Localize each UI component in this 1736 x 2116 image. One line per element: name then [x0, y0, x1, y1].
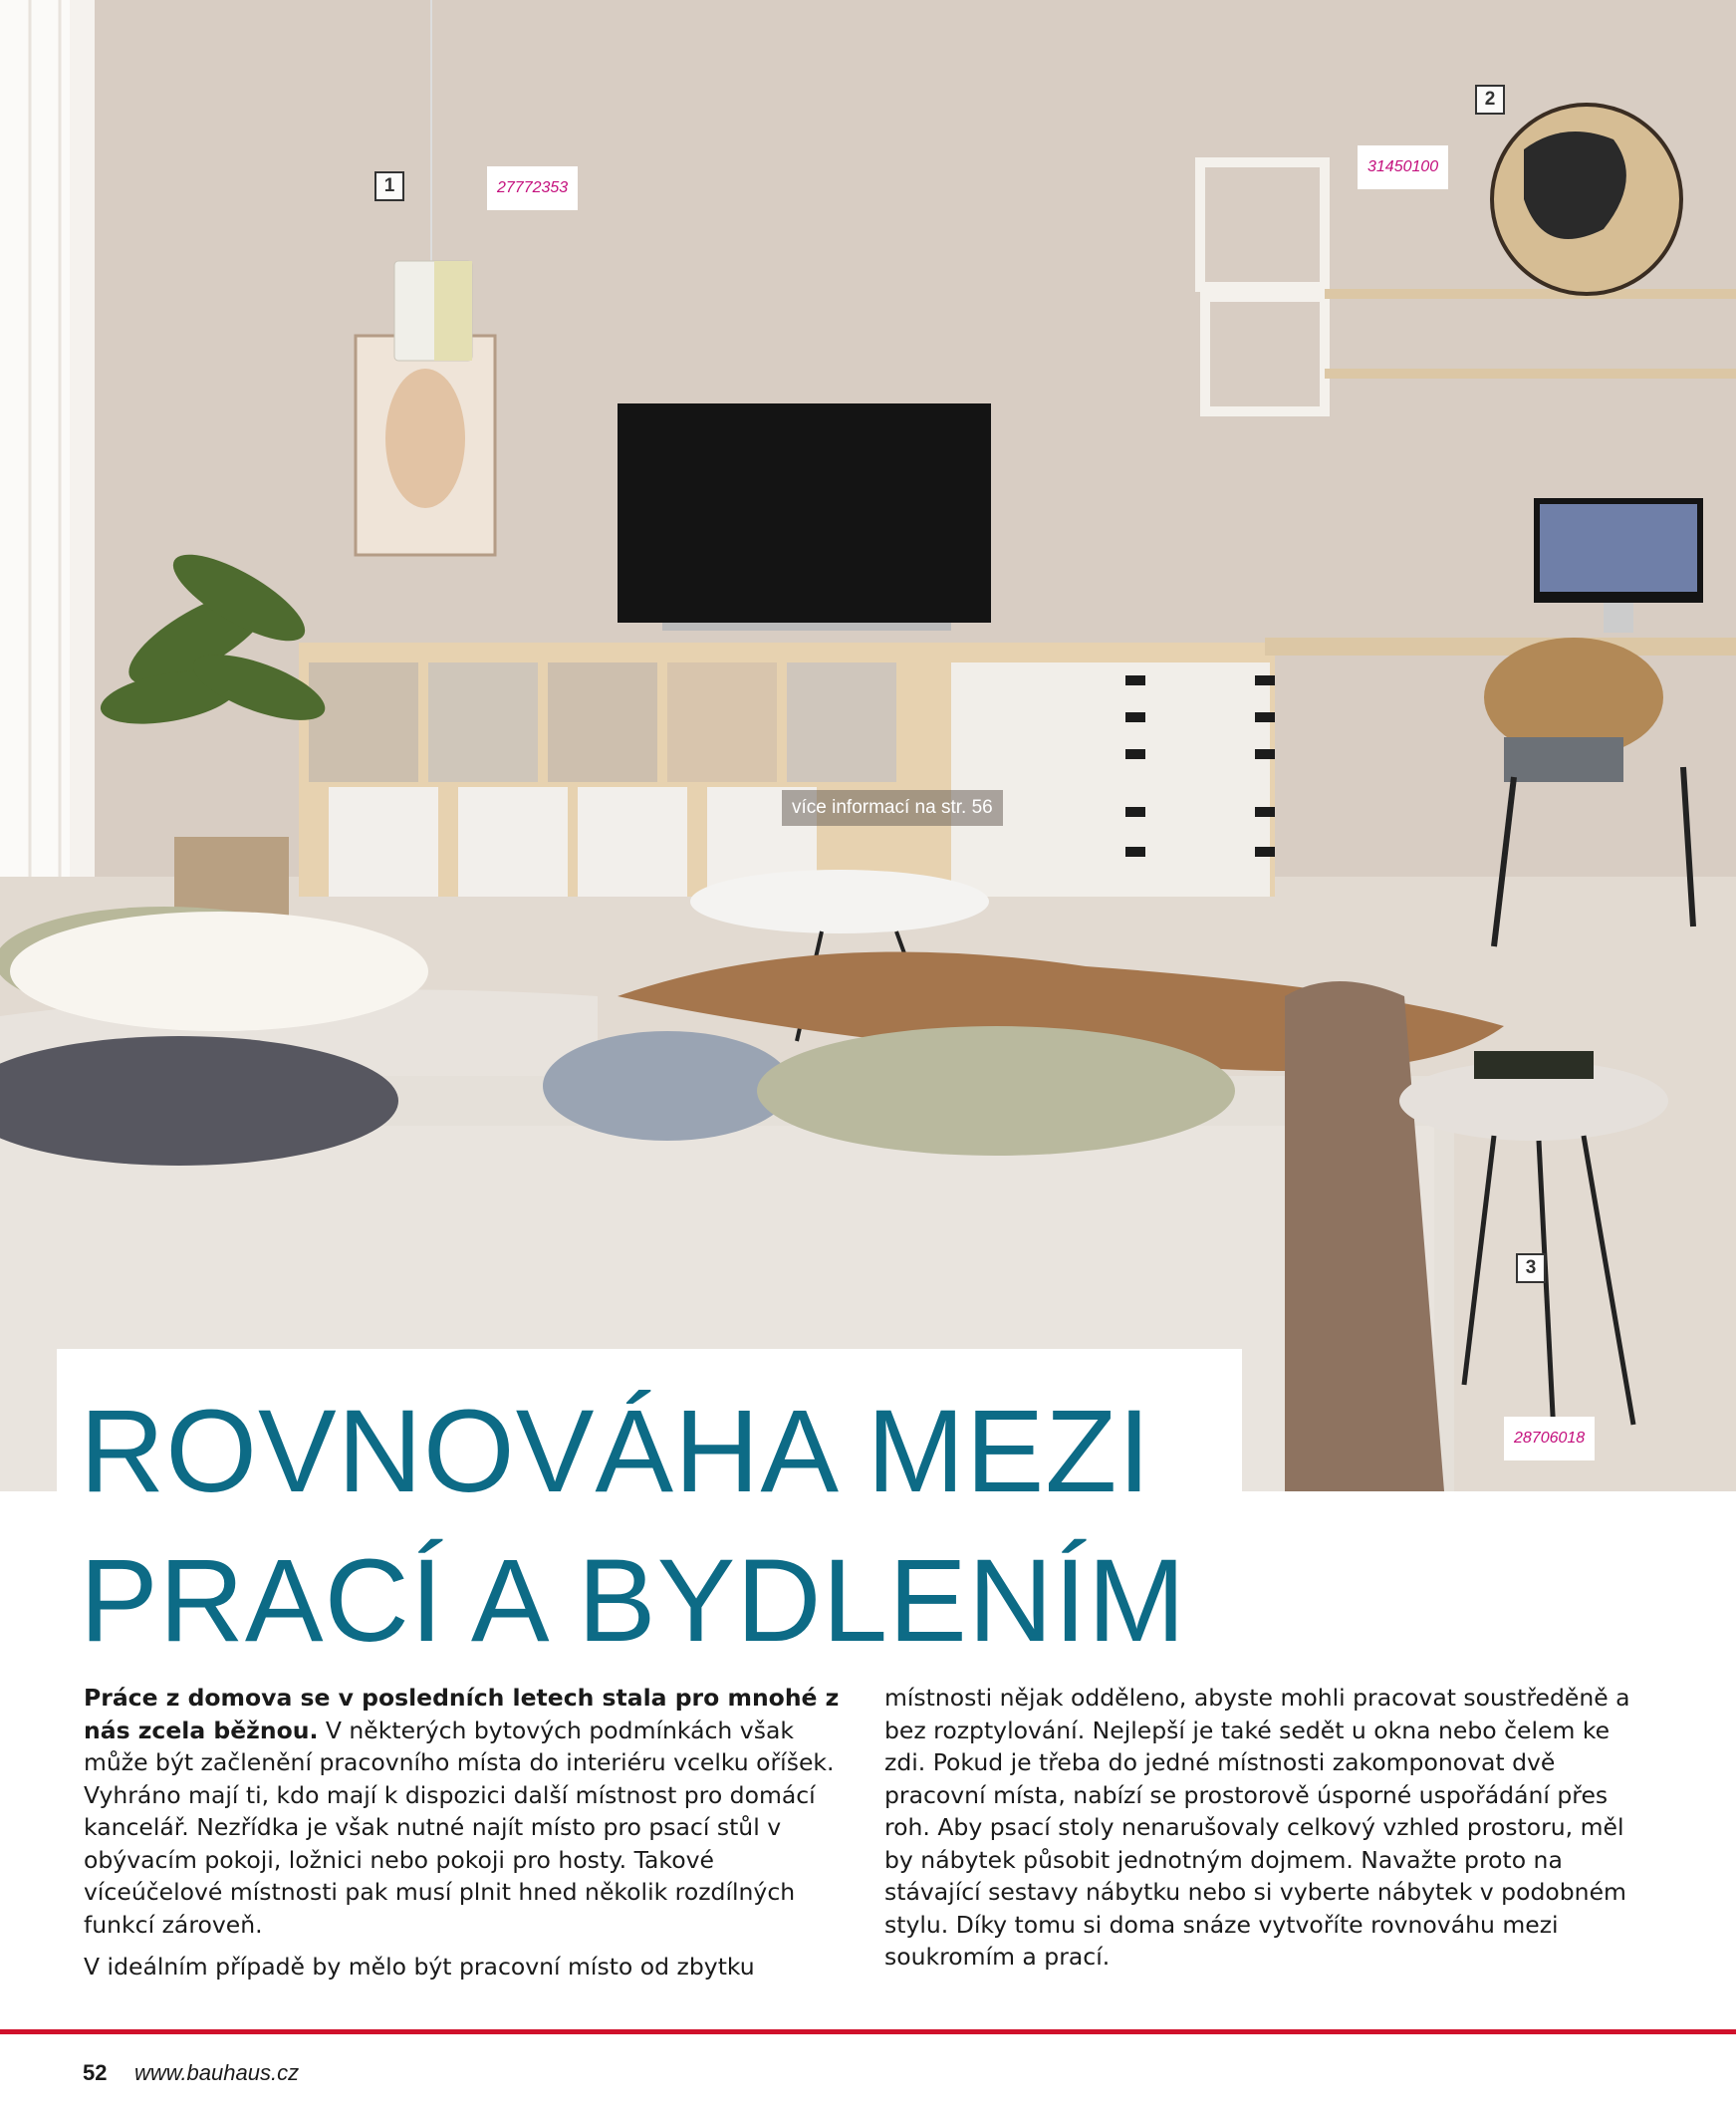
- page-number: 52: [83, 2060, 108, 2085]
- product-code-3: 28706018: [1504, 1417, 1595, 1460]
- intro-paragraph: [84, 1682, 841, 1941]
- website-link[interactable]: www.bauhaus.cz: [134, 2060, 300, 2085]
- product-code-2: 31450100: [1358, 145, 1448, 189]
- page-title-line-1: ROVNOVÁHA MEZI: [80, 1386, 1152, 1517]
- lead-text: Práce z domova se v posledních letech stala pro mnohé z nás zcela běžnou.: [84, 1684, 840, 1744]
- product-marker-1: 1: [374, 171, 404, 201]
- footer-rule: [0, 2029, 1736, 2034]
- text-column-left: [84, 1682, 841, 1993]
- page-title-line-2: PRACÍ A BYDLENÍM: [80, 1535, 1187, 1667]
- product-marker-2: 2: [1475, 85, 1505, 115]
- paragraph-2-continued: místnosti nějak odděleno, abyste mohli pracovat soustředěně a bez rozptylování. Nejlepší je také sedět u okna nebo čelem ke zdi. Pokud je třeba do jedné místnosti zakomponovat dvě pracovní místa, nabízí se prostorově úsporné uspořádání přes roh. Aby psací stoly nenarušovaly celkový vzhled prostoru, měl by nábytek působit jednotným dojmem. Navažte proto na stávající sestavy nábytku nebo si vyberte nábytek v podobném stylu. Díky tomu si doma snáze vytvoříte rovnováhu mezi soukromím a prací.: [884, 1684, 1630, 1971]
- product-code-1: 27772353: [487, 166, 578, 210]
- more-info-tag: více informací na str. 56: [782, 790, 1003, 826]
- intro-text: V některých bytových podmínkách však může být začlenění pracovního místa do interiéru vcelku oříšek. Vyhráno mají ti, kdo mají k dispozici další místnost pro domácí kancelář. Nezřídka je však nutné najít místo pro psací stůl v obývacím pokoji, ložnici nebo pokoji pro hosty. Takové víceúčelové místnosti pak musí plnit hned několik rozdílných funkcí zároveň.: [84, 1716, 835, 1939]
- paragraph-2-start: V ideálním případě by mělo být pracovní místo od zbytku: [84, 1953, 755, 1981]
- product-marker-3: 3: [1516, 1253, 1546, 1283]
- text-column-right: [884, 1682, 1656, 1984]
